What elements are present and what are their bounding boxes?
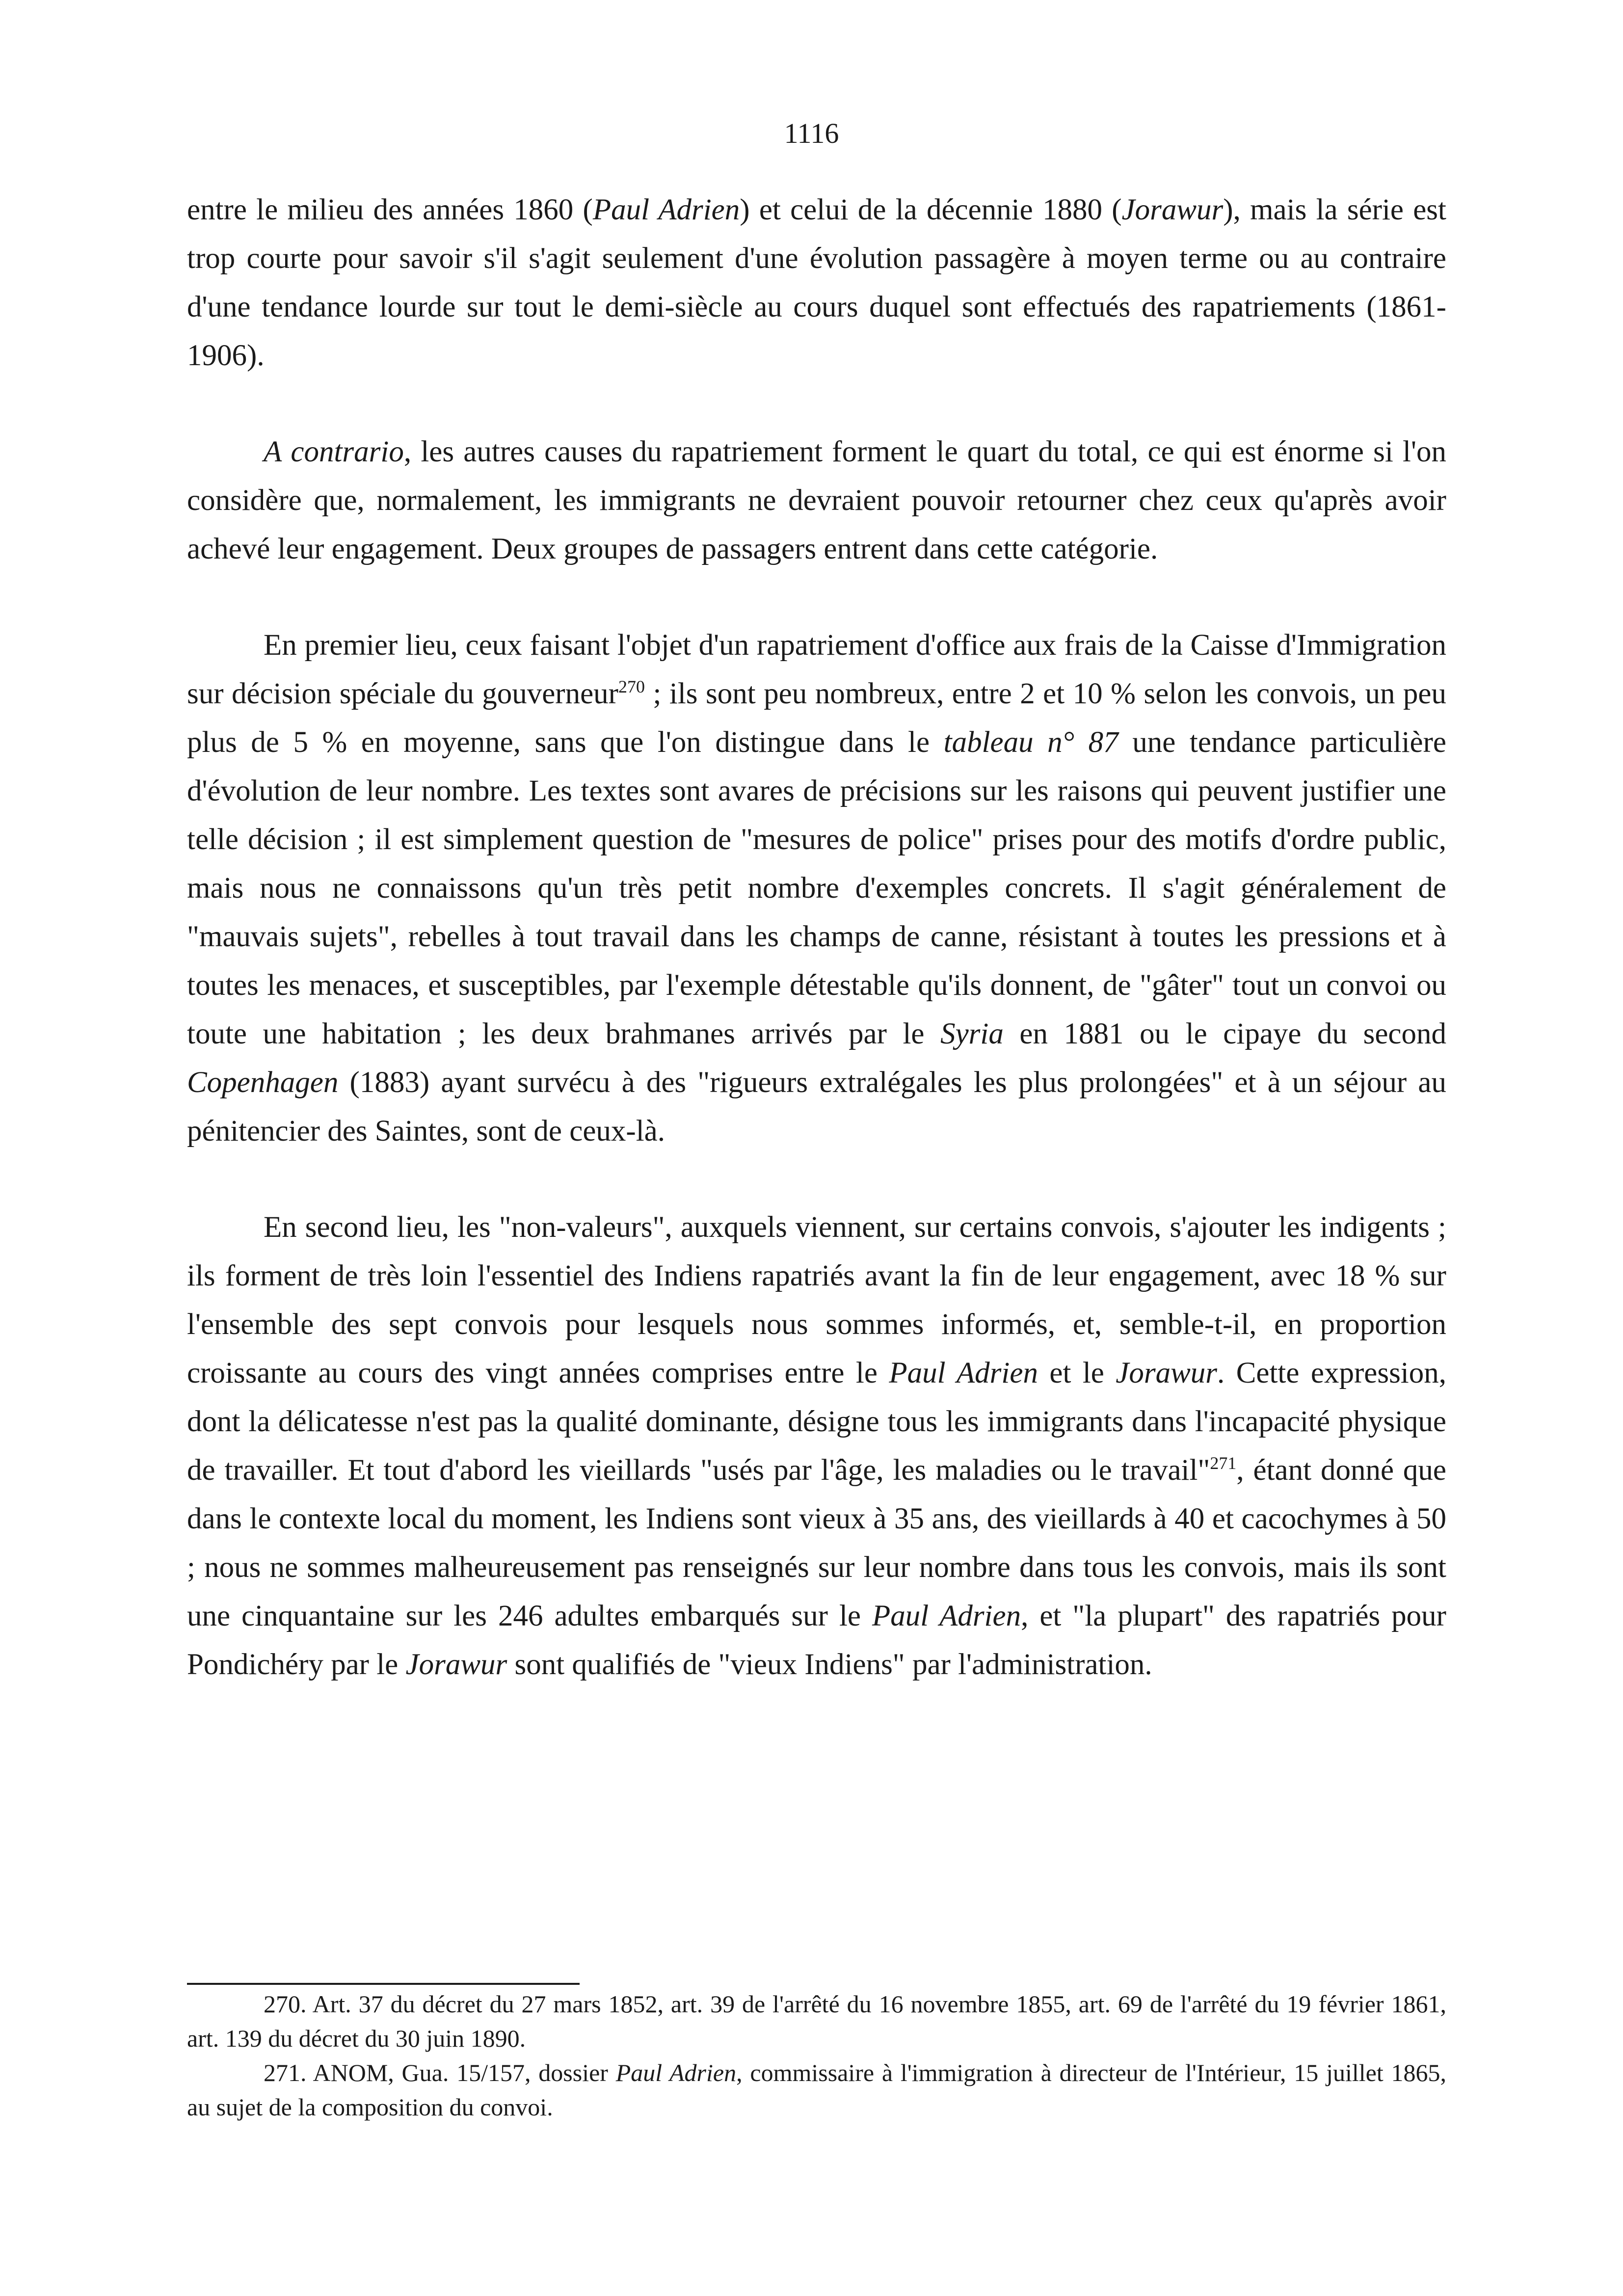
text-run: ) et celui de la décennie 1880 ( [740,193,1122,226]
paragraph [187,186,1446,380]
italic-text: tableau n° 87 [943,726,1118,759]
italic-text: Jorawur [1116,1357,1218,1389]
footnote-separator [187,1983,580,1985]
italic-text: A contrario [264,435,404,468]
italic-text: Syria [940,1017,1004,1050]
text-run: en 1881 ou le cipaye du second [1003,1017,1446,1050]
text-run: et le [1038,1357,1116,1389]
italic-text: Paul Adrien [592,193,740,226]
text-run: ), mais la série est trop courte pour savoir s'il s'agit seulement d'une évolution passagère à moyen terme ou au contraire d'une tendance lourde sur tout le demi-siècle au cours duquel sont effectués des rapatriements (1861-1906). [187,193,1446,372]
footnotes [187,1987,1446,2124]
text-run: , et "la plupart" des rapatriés pour Pondichéry par le [187,1600,1446,1681]
body-text [187,186,1446,1689]
text-run: sont qualifiés de "vieux Indiens" par l'administration. [507,1648,1152,1681]
italic-text: Jorawur [1121,193,1224,226]
text-run: ; ils sont peu nombreux, entre 2 et 10 % selon les convois, un peu plus de 5 % en moyenne, sans que l'on distingue dans le [187,677,1446,759]
footnote [187,2056,1446,2124]
paragraph [187,427,1446,573]
text-run: (1883) ayant survécu à des "rigueurs extralégales les plus prolongées" et à un séjour au pénitencier des Saintes, sont de ceux-là. [187,1066,1446,1148]
italic-text: Paul Adrien [889,1357,1038,1389]
paragraph [187,1203,1446,1689]
italic-text: Paul Adrien [872,1600,1021,1632]
italic-text: Copenhagen [187,1066,339,1099]
page-number: 1116 [784,117,839,149]
text-run: 270. Art. 37 du décret du 27 mars 1852, art. 39 de l'arrêté du 16 novembre 1855, art. 69 de l'arrêté du 19 février 1861, art. 139 du décret du 30 juin 1890. [187,1990,1446,2052]
text-run: En second lieu, les "non-valeurs", auxquels viennent, sur certains convois, s'ajouter les indigents ; ils forment de très loin l'essentiel des Indiens rapatriés avant la fin de leur engagement, avec 18 % sur l'ensemble des sept convois pour lesquels nous sommes informés, et, semble-t-il, en proportion croissante au cours des vingt années comprises entre le [187,1211,1446,1389]
text-run: En premier lieu, ceux faisant l'objet d'un rapatriement d'office aux frais de la Caisse d'Immigration sur décision spéciale du gouverneur [187,629,1446,710]
italic-text: Jorawur [405,1648,507,1681]
paragraph [187,621,1446,1155]
text-run: , étant donné que dans le contexte local du moment, les Indiens sont vieux à 35 ans, des vieillards à 40 et cacochymes à 50 ; nous ne sommes malheureusement pas renseignés sur leur nombre dans tous les convois, mais ils sont une cinquantaine sur les 246 adultes embarqués sur le [187,1454,1446,1632]
text-run: , les autres causes du rapatriement forment le quart du total, ce qui est énorme si l'on considère que, normalement, les immigrants ne devraient pouvoir retourner chez ceux qu'après avoir achevé leur engagement. Deux groupes de passagers entrent dans cette catégorie. [187,435,1446,565]
footnote-reference[interactable]: 270 [618,677,645,696]
footnote [187,1987,1446,2056]
text-run: une tendance particulière d'évolution de leur nombre. Les textes sont avares de précisions sur les raisons qui peuvent justifier une telle décision ; il est simplement question de "mesures de police" prises pour des motifs d'ordre public, mais nous ne connaissons qu'un très petit nombre d'exemples concrets. Il s'agit généralement de "mauvais sujets", rebelles à tout travail dans les champs de canne, résistant à toutes les pressions et à toutes les menaces, et susceptibles, par l'exemple détestable qu'ils donnent, de "gâter" tout un convoi ou toute une habitation ; les deux brahmanes arrivés par le [187,726,1446,1050]
text-run: , commissaire à l'immigration à directeur de l'Intérieur, 15 juillet 1865, au sujet de la composition du convoi. [187,2059,1446,2121]
italic-text: Paul Adrien [615,2059,737,2086]
text-run: entre le milieu des années 1860 ( [187,193,593,226]
text-run: . Cette expression, dont la délicatesse n'est pas la qualité dominante, désigne tous les immigrants dans l'incapacité physique de travailler. Et tout d'abord les vieillards "usés par l'âge, les maladies ou le travail" [187,1357,1447,1487]
footnote-reference[interactable]: 271 [1210,1453,1237,1473]
text-run: 271. ANOM, Gua. 15/157, dossier [264,2059,616,2086]
